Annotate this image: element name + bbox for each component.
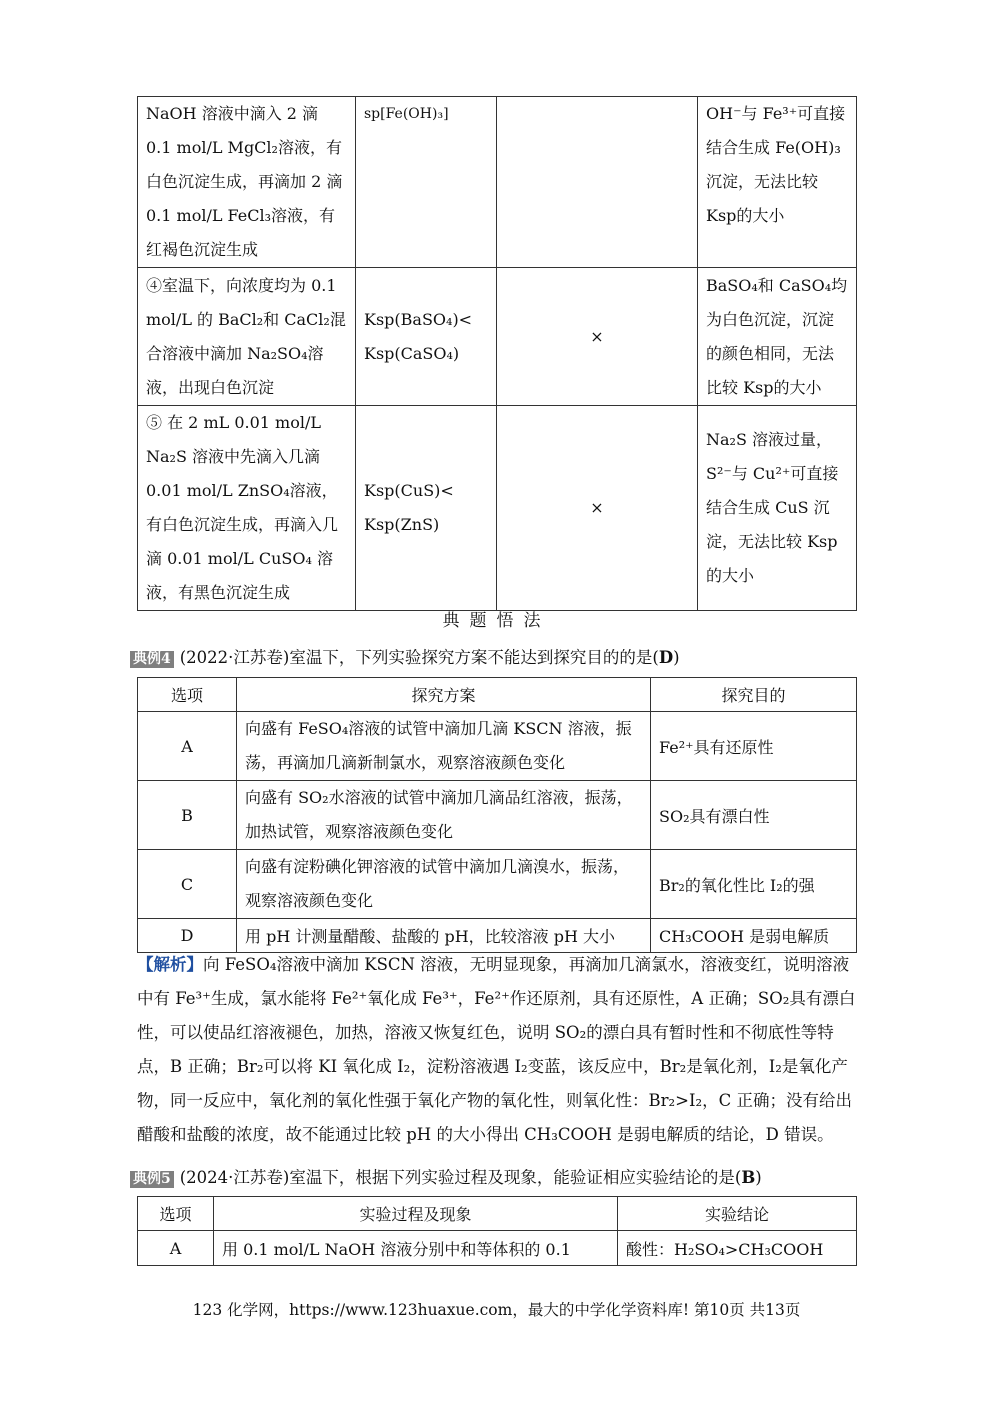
table-row: [138, 781, 857, 850]
goal-cell: CH₃COOH 是弱电解质: [651, 919, 857, 953]
conclusion-cell: Ksp(BaSO₄)< Ksp(CaSO₄): [356, 268, 497, 406]
plan-cell: 向盛有淀粉碘化钾溶液的试管中滴加几滴溴水，振荡，观察溶液颜色变化: [237, 850, 651, 919]
analysis-label: 【解析】: [137, 955, 203, 974]
table-row: [138, 1231, 857, 1266]
table-row: [138, 712, 857, 781]
column-header: 实验过程及现象: [214, 1197, 618, 1231]
column-header: 探究目的: [651, 678, 857, 712]
reason-cell: BaSO₄和 CaSO₄均为白色沉淀，沉淀的颜色相同，无法比较 Ksp的大小: [698, 268, 857, 406]
option-cell: A: [138, 712, 237, 781]
plan-cell: 用 pH 计测量醋酸、盐酸的 pH，比较溶液 pH 大小: [237, 919, 651, 953]
judgement-cell: [497, 97, 698, 268]
table-row: [138, 97, 857, 268]
option-cell: A: [138, 1231, 214, 1266]
judgement-cell: ×: [497, 406, 698, 611]
example4-table: [137, 677, 857, 953]
example5-question: 典例5 (2024·江苏卷)室温下，根据下列实验过程及现象，能验证相应实验结论的是(B): [130, 1164, 762, 1188]
judgement-cell: ×: [497, 268, 698, 406]
column-header: 选项: [138, 678, 237, 712]
example5-table: [137, 1196, 857, 1266]
example4-answer: D: [658, 648, 674, 667]
analysis-paragraph: [137, 948, 857, 1152]
option-cell: C: [138, 850, 237, 919]
option-cell: D: [138, 919, 237, 953]
option-cell: B: [138, 781, 237, 850]
table-row: [138, 406, 857, 611]
ksp-analysis-table: [137, 96, 857, 611]
analysis-text: 向 FeSO₄溶液中滴加 KSCN 溶液，无明显现象，再滴加几滴氯水，溶液变红，说明溶液中有 Fe³⁺生成，氯水能将 Fe²⁺氧化成 Fe³⁺，Fe²⁺作还原剂，具有还原性，A 正确；SO₂具有漂白性，可以使品红溶液褪色，加热，溶液又恢复红色，说明 SO₂的漂白具有暂时性和不彻底性等特点，B 正确；Br₂可以将 KI 氧化成 I₂，淀粉溶液遇 I₂变蓝，该反应中，Br₂是氧化剂，I₂是氧化产物，同一反应中，氧化剂的氧化性强于氧化产物的氧化性，则氧化性：Br₂>I₂，C 正确；没有给出醋酸和盐酸的浓度，故不能通过比较 pH 的大小得出 CH₃COOH 是弱电解质的结论，D 错误。: [137, 955, 856, 1144]
table-header-row: [138, 678, 857, 712]
example5-tag: 典例5: [130, 1171, 174, 1188]
conclusion-cell: sp[Fe(OH)₃]: [356, 97, 497, 268]
process-cell: 用 0.1 mol/L NaOH 溶液分别中和等体积的 0.1: [214, 1231, 618, 1266]
example4-tag: 典例4: [130, 651, 174, 668]
goal-cell: SO₂具有漂白性: [651, 781, 857, 850]
goal-cell: Fe²⁺具有还原性: [651, 712, 857, 781]
plan-cell: 向盛有 SO₂水溶液的试管中滴加几滴品红溶液，振荡，加热试管，观察溶液颜色变化: [237, 781, 651, 850]
goal-cell: Br₂的氧化性比 I₂的强: [651, 850, 857, 919]
column-header: 选项: [138, 1197, 214, 1231]
example4-question: 典例4 (2022·江苏卷)室温下，下列实验探究方案不能达到探究目的的是(D): [130, 644, 680, 668]
column-header: 探究方案: [237, 678, 651, 712]
conclusion-cell: 酸性：H₂SO₄>CH₃COOH: [618, 1231, 857, 1266]
experiment-cell: ⑤ 在 2 mL 0.01 mol/L Na₂S 溶液中先滴入几滴 0.01 mol/L ZnSO₄溶液，有白色沉淀生成，再滴入几滴 0.01 mol/L CuSO₄ 溶液，有黑色沉淀生成: [138, 406, 356, 611]
table-header-row: [138, 1197, 857, 1231]
column-header: 实验结论: [618, 1197, 857, 1231]
conclusion-cell: Ksp(CuS)< Ksp(ZnS): [356, 406, 497, 611]
table-row: [138, 268, 857, 406]
plan-cell: 向盛有 FeSO₄溶液的试管中滴加几滴 KSCN 溶液，振荡，再滴加几滴新制氯水，观察溶液颜色变化: [237, 712, 651, 781]
page-footer: 123 化学网，https://www.123huaxue.com，最大的中学化学资料库! 第10页 共13页: [192, 1301, 801, 1319]
table-row: [138, 850, 857, 919]
example5-answer: B: [741, 1168, 756, 1187]
experiment-cell: NaOH 溶液中滴入 2 滴 0.1 mol/L MgCl₂溶液，有白色沉淀生成，再滴加 2 滴 0.1 mol/L FeCl₃溶液，有红褐色沉淀生成: [138, 97, 356, 268]
experiment-cell: ④室温下，向浓度均为 0.1 mol/L 的 BaCl₂和 CaCl₂混合溶液中滴加 Na₂SO₄溶液，出现白色沉淀: [138, 268, 356, 406]
reason-cell: Na₂S 溶液过量，S²⁻与 Cu²⁺可直接结合生成 CuS 沉淀，无法比较 Ksp的大小: [698, 406, 857, 611]
reason-cell: OH⁻与 Fe³⁺可直接结合生成 Fe(OH)₃沉淀，无法比较 Ksp的大小: [698, 97, 857, 268]
section-heading: 典题悟法: [442, 611, 551, 631]
